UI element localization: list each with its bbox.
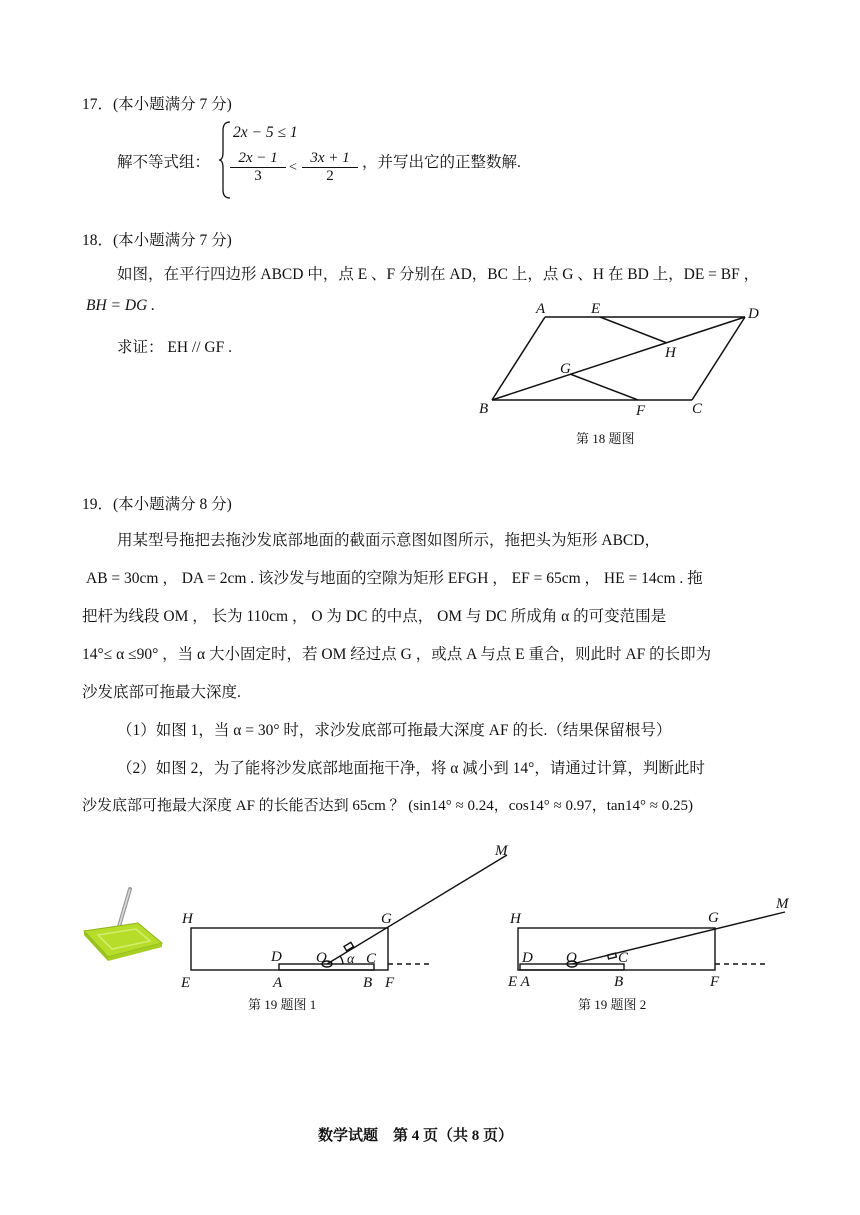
fig1-label-C: C — [366, 951, 377, 967]
page-footer: 数学试题 第 4 页（共 8 页） — [318, 1128, 514, 1144]
mop-pole-OM — [572, 912, 785, 964]
fig2-label-M: M — [776, 896, 789, 912]
q19-subquestion-2-cont: 沙发底部可拖最大深度 AF 的长能否达到 65cm ？ (sin14° ≈ 0.24，cos14° ≈ 0.97，tan14° ≈ 0.25) — [82, 798, 694, 814]
segment-EH — [600, 317, 667, 343]
q19-para-3: 把杆为线段 OM ， 长为 110cm ， O 为 DC 的中点， OM 与 DC 所成角 α 的可变范围是 — [82, 608, 667, 625]
fig1-label-A: A — [273, 975, 283, 991]
label-A: A — [536, 301, 546, 317]
q19-subquestion-1: （1）如图 1，当 α = 30° 时，求沙发底部可拖最大深度 AF 的长.（结果保留根号） — [117, 722, 672, 739]
fig2-label-D: D — [522, 950, 533, 966]
segment-AB — [492, 317, 545, 400]
q19-para-5: 沙发底部可拖最大深度. — [82, 684, 241, 701]
q19-para-4: 14°≤ α ≤90° ，当 α 大小固定时，若 OM 经过点 G ，或点 A 与点 E 重合，则此时 AF 的长即为 — [82, 646, 712, 663]
fig1-label-B: B — [363, 975, 373, 991]
q19-fig2-caption: 第 19 题图 2 — [578, 997, 647, 1012]
q18-prove: 求证： EH // GF . — [117, 339, 232, 356]
pole-joint — [608, 953, 617, 959]
fig2-label-G: G — [708, 910, 719, 926]
fig1-label-E: E — [181, 975, 191, 991]
fig2-label-O: O — [566, 950, 577, 966]
label-C: C — [692, 401, 703, 417]
fig2-label-EA: E A — [508, 974, 530, 990]
q17-inequality-1: 2x − 5 ≤ 1 — [233, 124, 298, 141]
q19-fig1-caption: 第 19 题图 1 — [248, 997, 317, 1012]
q17-frac1-denominator: 3 — [254, 168, 262, 184]
fig1-label-G: G — [381, 911, 392, 927]
label-B: B — [479, 401, 489, 417]
q17-suffix: ，并写出它的正整数解. — [362, 154, 521, 171]
q18-header: 18．(本小题满分 7 分) — [82, 232, 232, 249]
fig1-label-M: M — [495, 843, 508, 859]
q18-caption: 第 18 题图 — [576, 431, 635, 446]
q17-frac1-numerator: 2x − 1 — [230, 150, 286, 168]
segment-BD — [492, 317, 745, 400]
fig2-label-H: H — [510, 911, 521, 927]
q17-frac2-numerator: 3x + 1 — [302, 150, 358, 168]
fig1-label-D: D — [271, 949, 282, 965]
label-F: F — [636, 403, 646, 419]
q17-frac2-denominator: 2 — [326, 168, 334, 184]
q19-figure-2 — [500, 890, 800, 995]
segment-GF — [570, 374, 638, 400]
fig2-label-B: B — [614, 974, 624, 990]
label-D: D — [748, 306, 759, 322]
label-H: H — [665, 345, 676, 361]
fig1-label-H: H — [182, 911, 193, 927]
label-E: E — [591, 301, 601, 317]
q17-less-than: < — [289, 160, 297, 175]
q17-prefix: 解不等式组： — [117, 154, 211, 171]
label-G: G — [560, 361, 571, 377]
q19-para-1: 用某型号拖把去拖沙发底部地面的截面示意图如图所示，拖把头为矩形 ABCD， — [117, 532, 660, 549]
q19-header: 19．(本小题满分 8 分) — [82, 496, 232, 513]
fig1-label-F: F — [385, 975, 395, 991]
fig1-label-O: O — [316, 950, 327, 966]
fig2-label-C: C — [618, 950, 629, 966]
q18-text-line2: BH = DG . — [86, 297, 156, 314]
q18-text-line1: 如图，在平行四边形 ABCD 中，点 E 、F 分别在 AD，BC 上，点 G 、H 在 BD 上，DE = BF ， — [117, 266, 760, 283]
mop-image — [78, 885, 168, 975]
q19-figure-1 — [175, 835, 508, 995]
q19-subquestion-2: （2）如图 2，为了能将沙发底部地面拖干净，将 α 减小到 14°，请通过计算，判断此时 — [117, 760, 705, 777]
q17-fraction-2 — [302, 150, 358, 185]
segment-DC — [692, 317, 745, 400]
mop-pole-OM — [327, 855, 507, 964]
q18-figure — [470, 295, 780, 420]
fig2-label-F: F — [710, 974, 720, 990]
q17-fraction-1 — [230, 150, 286, 185]
q17-header: 17．(本小题满分 7 分) — [82, 96, 232, 113]
fig1-label-alpha: α — [347, 952, 355, 967]
angle-arc — [340, 956, 343, 964]
q19-para-2: AB = 30cm ， DA = 2cm . 该沙发与地面的空隙为矩形 EFGH ， EF = 65cm ， HE = 14cm . 拖 — [86, 570, 703, 587]
